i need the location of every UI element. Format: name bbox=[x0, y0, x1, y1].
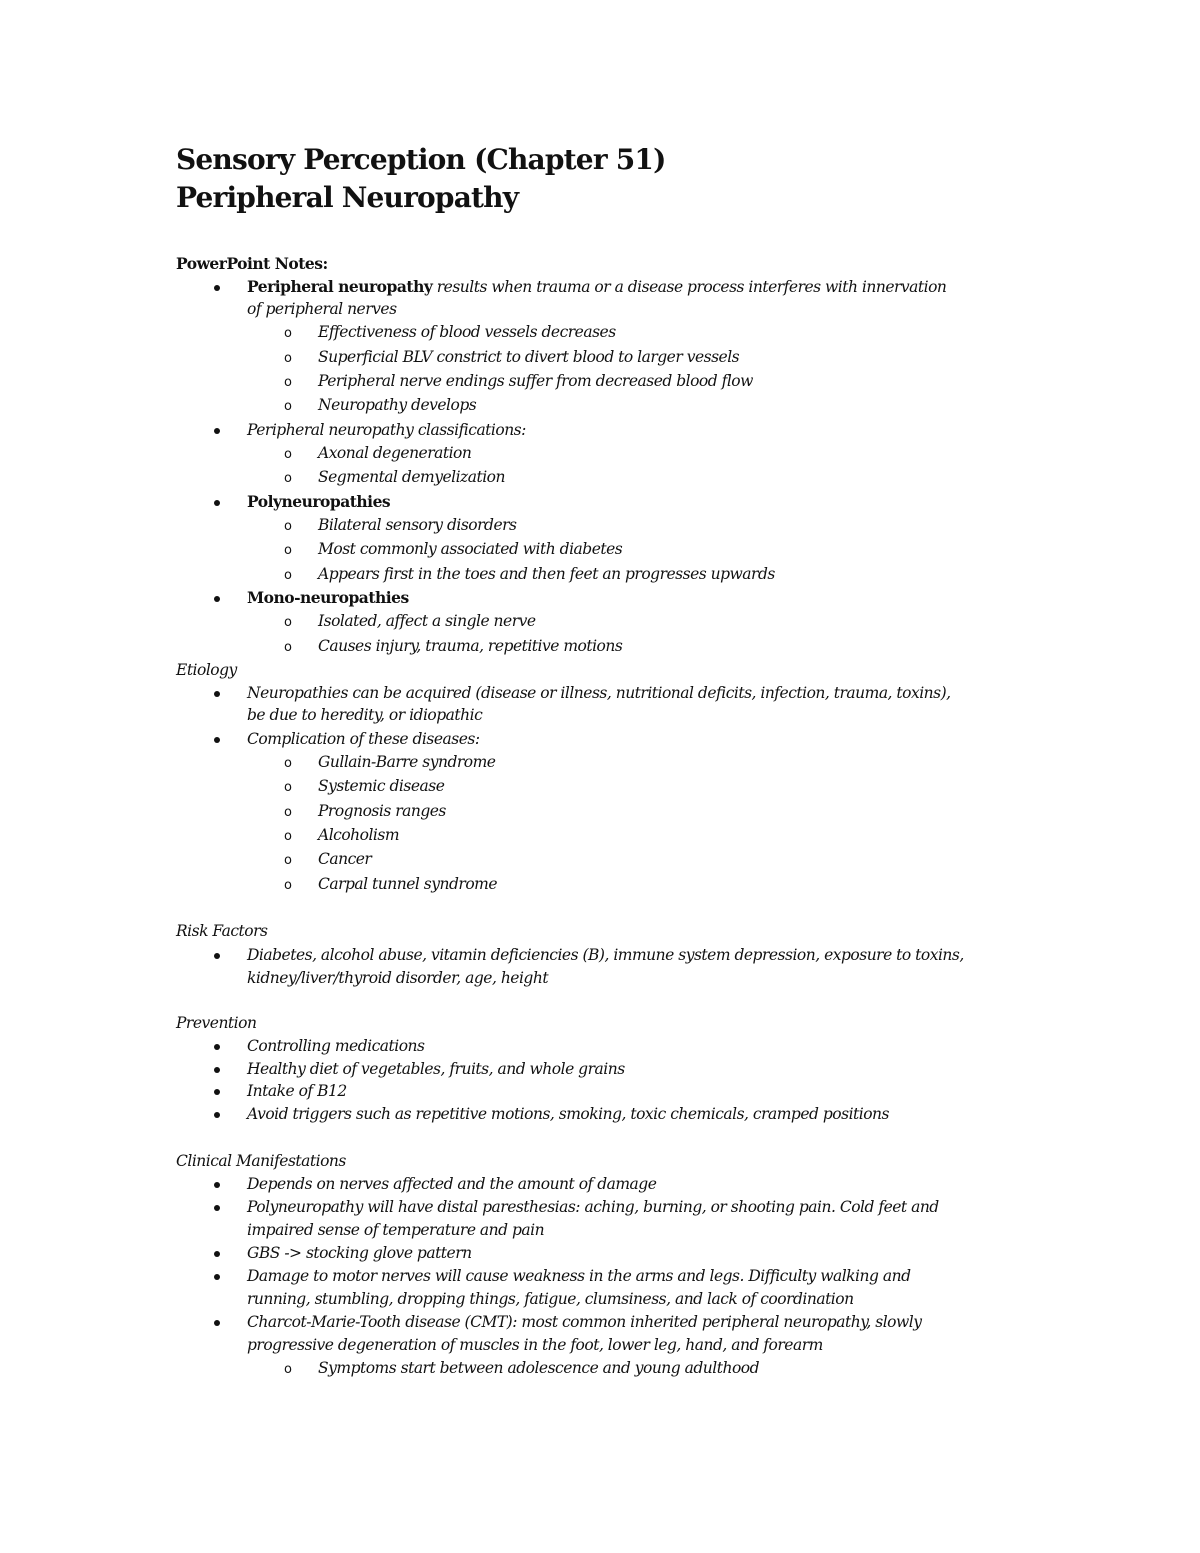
sub-list-item: Alcoholism bbox=[318, 826, 400, 844]
list-item: Complication of these diseases: bbox=[247, 730, 480, 748]
bullet-marker bbox=[214, 1251, 220, 1257]
sub-list-item: Systemic disease bbox=[318, 777, 445, 795]
list-item: Polyneuropathies bbox=[247, 492, 391, 511]
page-subtitle: Peripheral Neuropathy bbox=[176, 181, 519, 214]
bullet-marker bbox=[214, 1044, 220, 1050]
list-item: Mono-neuropathies bbox=[247, 588, 409, 607]
list-item bbox=[247, 277, 946, 297]
bullet-marker bbox=[214, 428, 220, 434]
bullet-marker bbox=[214, 953, 220, 959]
bullet-marker bbox=[214, 1320, 220, 1326]
list-item-continuation: be due to heredity, or idiopathic bbox=[247, 706, 483, 724]
sub-list-item: Effectiveness of blood vessels decreases bbox=[318, 323, 616, 341]
sub-bullet-marker: o bbox=[284, 375, 292, 390]
list-item: Damage to motor nerves will cause weakness in the arms and legs. Difficulty walking and bbox=[247, 1267, 911, 1285]
bullet-marker bbox=[214, 737, 220, 743]
sub-bullet-marker: o bbox=[284, 805, 292, 820]
section-heading-risk-factors: Risk Factors bbox=[176, 922, 268, 940]
bullet-marker bbox=[214, 1067, 220, 1073]
sub-list-item: Isolated, affect a single nerve bbox=[318, 612, 536, 630]
item-text: results when trauma or a disease process interferes with innervation bbox=[432, 278, 947, 296]
list-item: Controlling medications bbox=[247, 1037, 425, 1055]
list-item: Intake of B12 bbox=[247, 1082, 347, 1100]
sub-bullet-marker: o bbox=[284, 568, 292, 583]
sub-list-item: Prognosis ranges bbox=[318, 802, 446, 820]
sub-list-item: Peripheral nerve endings suffer from decreased blood flow bbox=[318, 372, 753, 390]
bullet-marker bbox=[214, 1182, 220, 1188]
section-heading-clinical-manifestations: Clinical Manifestations bbox=[176, 1152, 346, 1170]
sub-bullet-marker: o bbox=[284, 853, 292, 868]
bullet-marker bbox=[214, 596, 220, 602]
list-item-continuation: progressive degeneration of muscles in the foot, lower leg, hand, and forearm bbox=[247, 1336, 823, 1354]
bullet-marker bbox=[214, 691, 220, 697]
sub-bullet-marker: o bbox=[284, 756, 292, 771]
list-item: Depends on nerves affected and the amount of damage bbox=[247, 1175, 657, 1193]
list-item: Neuropathies can be acquired (disease or illness, nutritional deficits, infection, trauma, toxins), bbox=[247, 684, 951, 702]
sub-list-item: Segmental demyelization bbox=[318, 468, 505, 486]
sub-list-item: Axonal degeneration bbox=[318, 444, 472, 462]
list-item-continuation: impaired sense of temperature and pain bbox=[247, 1221, 545, 1239]
list-item-continuation: kidney/liver/thyroid disorder, age, height bbox=[247, 969, 549, 987]
sub-list-item: Appears first in the toes and then feet an progresses upwards bbox=[318, 565, 775, 583]
bullet-marker bbox=[214, 1089, 220, 1095]
list-item: Peripheral neuropathy classifications: bbox=[247, 421, 526, 439]
term-bold: Peripheral neuropathy bbox=[247, 277, 433, 296]
sub-list-item: Superficial BLV constrict to divert blood to larger vessels bbox=[318, 348, 740, 366]
list-item: Diabetes, alcohol abuse, vitamin deficiencies (B), immune system depression, exposure to toxins, bbox=[247, 946, 964, 964]
sub-list-item: Causes injury, trauma, repetitive motions bbox=[318, 637, 623, 655]
sub-bullet-marker: o bbox=[284, 878, 292, 893]
sub-list-item: Symptoms start between adolescence and young adulthood bbox=[318, 1359, 760, 1377]
sub-list-item: Carpal tunnel syndrome bbox=[318, 875, 498, 893]
list-item: Charcot-Marie-Tooth disease (CMT): most common inherited peripheral neuropathy, slowly bbox=[247, 1313, 922, 1331]
sub-bullet-marker: o bbox=[284, 351, 292, 366]
list-item-continuation: of peripheral nerves bbox=[247, 300, 397, 318]
sub-bullet-marker: o bbox=[284, 640, 292, 655]
sub-list-item: Neuropathy develops bbox=[318, 396, 477, 414]
bullet-marker bbox=[214, 285, 220, 291]
bullet-marker bbox=[214, 1112, 220, 1118]
list-item: Avoid triggers such as repetitive motions, smoking, toxic chemicals, cramped positions bbox=[247, 1105, 889, 1123]
sub-list-item: Cancer bbox=[318, 850, 372, 868]
sub-bullet-marker: o bbox=[284, 780, 292, 795]
bullet-marker bbox=[214, 500, 220, 506]
page-title: Sensory Perception (Chapter 51) bbox=[176, 143, 666, 176]
section-heading-powerpoint: PowerPoint Notes: bbox=[176, 254, 328, 273]
sub-bullet-marker: o bbox=[284, 829, 292, 844]
sub-bullet-marker: o bbox=[284, 399, 292, 414]
bullet-marker bbox=[214, 1274, 220, 1280]
sub-bullet-marker: o bbox=[284, 471, 292, 486]
sub-list-item: Bilateral sensory disorders bbox=[318, 516, 517, 534]
list-item: GBS -> stocking glove pattern bbox=[247, 1244, 472, 1262]
section-heading-etiology: Etiology bbox=[176, 661, 237, 679]
section-heading-prevention: Prevention bbox=[176, 1014, 257, 1032]
sub-bullet-marker: o bbox=[284, 615, 292, 630]
list-item: Polyneuropathy will have distal paresthesias: aching, burning, or shooting pain. Cold feet and bbox=[247, 1198, 939, 1216]
sub-bullet-marker: o bbox=[284, 543, 292, 558]
list-item-continuation: running, stumbling, dropping things, fatigue, clumsiness, and lack of coordination bbox=[247, 1290, 854, 1308]
sub-bullet-marker: o bbox=[284, 447, 292, 462]
list-item: Healthy diet of vegetables, fruits, and whole grains bbox=[247, 1060, 625, 1078]
bullet-marker bbox=[214, 1205, 220, 1211]
sub-list-item: Gullain-Barre syndrome bbox=[318, 753, 496, 771]
sub-bullet-marker: o bbox=[284, 1362, 292, 1377]
sub-bullet-marker: o bbox=[284, 326, 292, 341]
sub-list-item: Most commonly associated with diabetes bbox=[318, 540, 623, 558]
sub-bullet-marker: o bbox=[284, 519, 292, 534]
